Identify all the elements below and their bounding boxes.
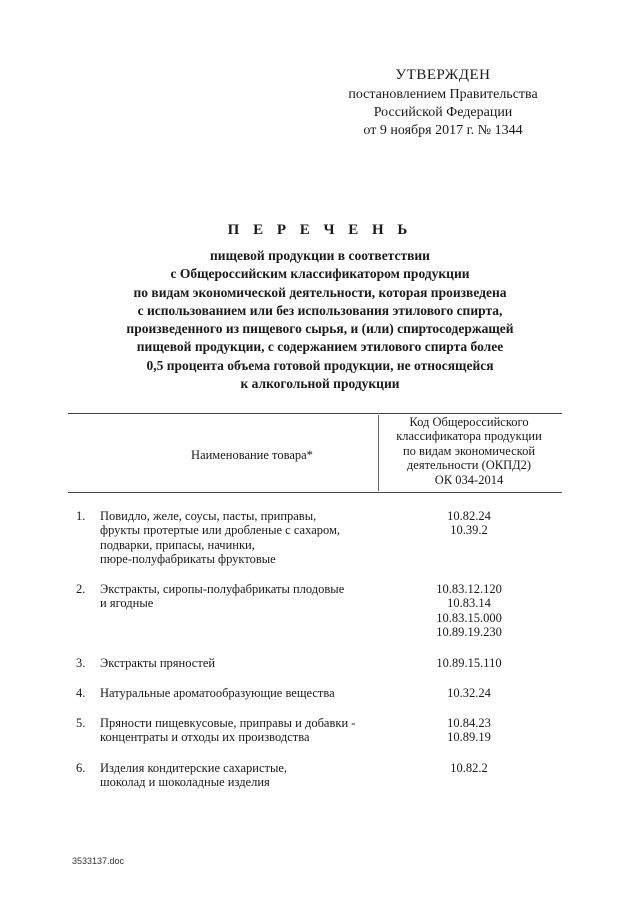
row-number: 5. <box>76 716 86 730</box>
row-product-name: Повидло, желе, соусы, пасты, приправы, фрукты протертые или дробленые с сахаром, подварки, припасы, начинки, пюре-полуфабрикаты фруктовые <box>100 509 341 567</box>
row-product-name: Экстракты пряностей <box>100 656 216 670</box>
table-header-rule <box>68 492 562 493</box>
row-product-name: Натуральные ароматообразующие вещества <box>100 686 335 700</box>
row-codes: 10.89.15.110 <box>436 656 502 670</box>
row-codes: 10.82.2 <box>450 761 488 775</box>
document-file-id: 3533137.doc <box>72 856 125 866</box>
title-line: по видам экономической деятельности, которая произведена <box>133 284 507 300</box>
row-number: 3. <box>76 656 86 670</box>
title-subtitle <box>60 247 580 393</box>
row-product-name: Изделия кондитерские сахаристые, шоколад и шоколадные изделия <box>100 761 288 790</box>
row-number: 1. <box>76 509 86 523</box>
header-divider <box>378 415 379 491</box>
row-codes: 10.84.23 10.89.19 <box>447 716 491 745</box>
row-number: 4. <box>76 686 86 700</box>
row-product-name: Пряности пищевкусовые, приправы и добавки - концентраты и отходы их производства <box>100 716 356 745</box>
title-line: 0,5 процента объема готовой продукции, не относящейся <box>146 357 494 373</box>
row-codes: 10.32.24 <box>447 686 491 700</box>
title-line: пищевой продукции, с содержанием этилового спирта более <box>136 339 504 355</box>
row-product-name: Экстракты, сиропы-полуфабрикаты плодовые и ягодные <box>100 582 345 611</box>
title-line: произведенного из пищевого сырья, и (или) спиртосодержащей <box>126 321 514 337</box>
approval-date-line: от 9 ноября 2017 г. № 1344 <box>363 123 523 138</box>
title-main: П Е Р Е Ч Е Н Ь <box>227 222 413 238</box>
approval-heading: УТВЕРЖДЕН <box>395 67 491 83</box>
column-header-name: Наименование товара* <box>191 447 313 462</box>
title-line: с Общероссийским классификатором продукции <box>170 266 470 282</box>
title-line: пищевой продукции в соответствии <box>210 248 430 263</box>
approval-block <box>330 66 556 140</box>
row-number: 2. <box>76 582 86 596</box>
row-codes: 10.83.12.120 10.83.14 10.83.15.000 10.89.19.230 <box>436 582 502 640</box>
title-line: к алкогольной продукции <box>240 376 400 392</box>
row-codes: 10.82.24 10.39.2 <box>447 509 491 538</box>
approval-line-1: постановлением Правительства <box>348 87 538 102</box>
title-line: с использованием или без использования этилового спирта, <box>137 302 503 318</box>
document-title <box>60 222 580 393</box>
column-header-code: Код Общероссийского классификатора продукции по видам экономической деятельности (ОКПД2) ОК 034-2014 <box>396 415 542 487</box>
row-number: 6. <box>76 761 86 775</box>
approval-line-2: Российской Федерации <box>373 105 513 120</box>
